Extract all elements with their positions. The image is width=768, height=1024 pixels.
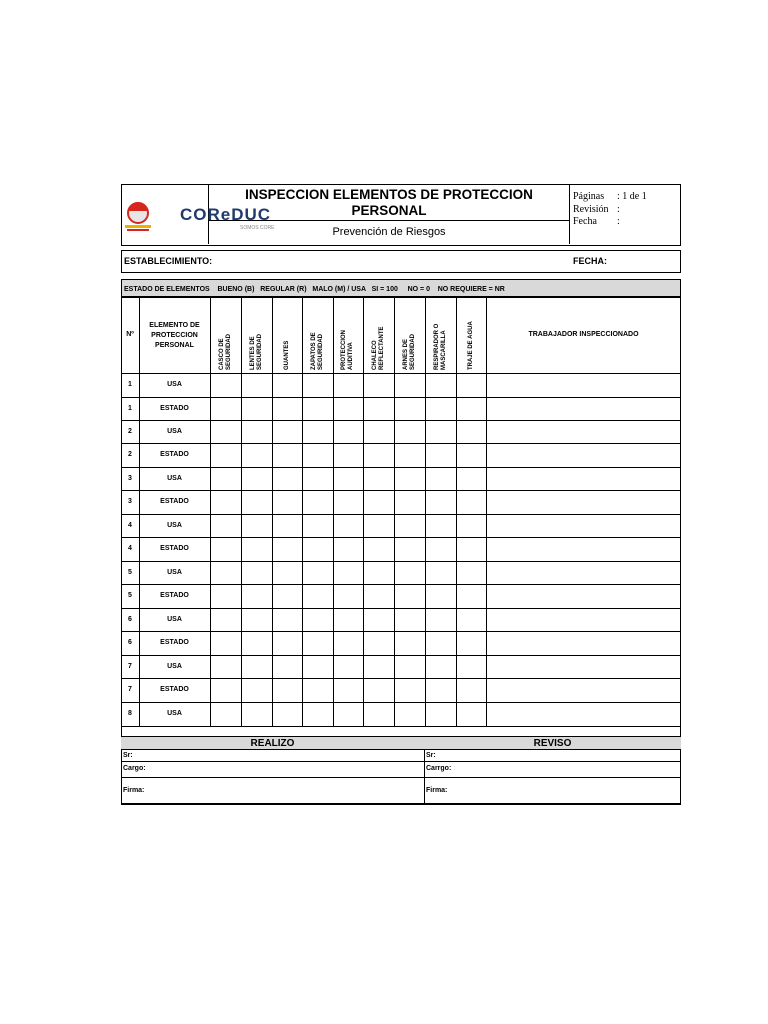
trabajador-cell[interactable] [486,702,681,726]
epp-check-cell[interactable] [241,420,272,443]
epp-check-cell[interactable] [425,443,456,467]
reviso-cargo-field[interactable]: Carrgo: [426,765,452,772]
row-tipo: USA [167,381,182,388]
row-tipo: USA [167,616,182,623]
trabajador-cell[interactable] [486,608,681,631]
epp-check-cell[interactable] [272,443,302,467]
epp-check-cell[interactable] [272,702,302,726]
row-tipo: USA [167,569,182,576]
epp-check-cell[interactable] [241,608,272,631]
trabajador-cell[interactable] [486,514,681,537]
col-header-epp-3: GUANTES [283,340,290,370]
reviso-header: REVISO [424,737,681,750]
reviso-firma-field[interactable]: Firma: [426,787,448,794]
epp-check-cell[interactable] [272,467,302,490]
epp-check-cell[interactable] [333,420,363,443]
epp-check-cell[interactable] [333,537,363,561]
row-tipo: ESTADO [160,545,189,552]
logo-wordmark: COReDUC [180,205,272,224]
realizo-firma-field[interactable]: Firma: [123,787,145,794]
reviso-sr-field[interactable]: Sr: [426,752,436,759]
title-line-1: INSPECCION ELEMENTOS DE PROTECCION [245,187,533,202]
col-header-elemento: ELEMENTO DE PROTECCION PERSONAL [149,322,200,349]
epp-check-cell[interactable] [241,443,272,467]
epp-check-cell[interactable] [394,490,425,514]
epp-check-cell[interactable] [333,678,363,702]
epp-check-cell[interactable] [302,514,333,537]
epp-check-cell[interactable] [363,514,394,537]
epp-check-cell[interactable] [272,561,302,584]
row-number: 2 [128,451,132,458]
epp-check-cell[interactable] [363,443,394,467]
epp-check-cell[interactable] [302,537,333,561]
epp-check-cell[interactable] [363,467,394,490]
logo-tagline: SOMOS CORE [240,225,275,231]
epp-check-cell[interactable] [456,608,486,631]
estado-legend: ESTADO DE ELEMENTOS BUENO (B) REGULAR (R) MALO (M) / USA SI = 100 NO = 0 NO REQUIERE = NR [121,279,681,297]
epp-check-cell[interactable] [241,655,272,678]
epp-check-cell[interactable] [363,584,394,608]
epp-check-cell[interactable] [456,467,486,490]
row-tipo: USA [167,710,182,717]
col-header-epp-8: RESPIRADOR O MASCARILLA [433,323,447,370]
row-number: 3 [128,475,132,482]
epp-check-cell[interactable] [272,420,302,443]
paginas-value: : 1 de 1 [617,191,647,202]
row-number: 7 [128,663,132,670]
row-number: 3 [128,498,132,505]
col-header-trabajador: TRABAJADOR INSPECCIONADO [528,331,639,338]
epp-check-cell[interactable] [302,467,333,490]
epp-check-cell[interactable] [363,420,394,443]
epp-check-cell[interactable] [394,561,425,584]
epp-check-cell[interactable] [363,373,394,397]
epp-check-cell[interactable] [302,490,333,514]
fecha-label: FECHA: [573,256,607,266]
epp-check-cell[interactable] [333,490,363,514]
epp-check-cell[interactable] [210,373,241,397]
epp-check-cell[interactable] [302,373,333,397]
epp-check-cell[interactable] [272,373,302,397]
epp-check-cell[interactable] [210,608,241,631]
epp-check-cell[interactable] [210,584,241,608]
epp-check-cell[interactable] [302,420,333,443]
col-header-epp-4: ZAPATOS DE SEGURIDAD [310,332,324,370]
epp-check-cell[interactable] [272,608,302,631]
epp-check-cell[interactable] [272,514,302,537]
epp-check-cell[interactable] [394,608,425,631]
epp-check-cell[interactable] [456,420,486,443]
col-header-epp-2: LENTES DE SEGURIDAD [249,333,263,370]
epp-check-cell[interactable] [302,443,333,467]
epp-check-cell[interactable] [394,443,425,467]
epp-check-cell[interactable] [425,608,456,631]
epp-check-cell[interactable] [425,490,456,514]
row-number: 1 [128,405,132,412]
epp-check-cell[interactable] [425,397,456,420]
epp-check-cell[interactable] [363,608,394,631]
epp-check-cell[interactable] [333,373,363,397]
epp-check-cell[interactable] [302,702,333,726]
row-number: 1 [128,381,132,388]
row-tipo: USA [167,522,182,529]
fecha-meta-value: : [617,216,620,227]
epp-check-cell[interactable] [394,467,425,490]
epp-check-cell[interactable] [241,373,272,397]
epp-check-cell[interactable] [394,420,425,443]
epp-check-cell[interactable] [272,678,302,702]
trabajador-cell[interactable] [486,490,681,514]
trabajador-cell[interactable] [486,561,681,584]
epp-check-cell[interactable] [456,702,486,726]
epp-check-cell[interactable] [333,561,363,584]
epp-check-cell[interactable] [425,537,456,561]
epp-check-cell[interactable] [272,537,302,561]
trabajador-cell[interactable] [486,373,681,397]
epp-check-cell[interactable] [425,514,456,537]
epp-check-cell[interactable] [425,420,456,443]
epp-check-cell[interactable] [456,631,486,655]
epp-check-cell[interactable] [210,631,241,655]
epp-check-cell[interactable] [241,584,272,608]
epp-check-cell[interactable] [302,397,333,420]
epp-check-cell[interactable] [272,397,302,420]
epp-check-cell[interactable] [333,655,363,678]
row-number: 4 [128,522,132,529]
epp-check-cell[interactable] [333,702,363,726]
trabajador-cell[interactable] [486,655,681,678]
epp-check-cell[interactable] [333,608,363,631]
epp-check-cell[interactable] [333,584,363,608]
epp-check-cell[interactable] [241,561,272,584]
epp-check-cell[interactable] [241,490,272,514]
epp-check-cell[interactable] [425,655,456,678]
trabajador-cell[interactable] [486,443,681,467]
realizo-header: REALIZO [121,737,424,750]
epp-check-cell[interactable] [456,373,486,397]
epp-check-cell[interactable] [272,584,302,608]
row-tipo: USA [167,475,182,482]
epp-check-cell[interactable] [333,443,363,467]
epp-check-cell[interactable] [363,702,394,726]
epp-check-cell[interactable] [210,514,241,537]
epp-check-cell[interactable] [210,678,241,702]
epp-check-cell[interactable] [272,631,302,655]
realizo-cargo-field[interactable]: Cargo: [123,765,146,772]
col-header-epp-9: TRAJE DE AGUA [467,321,474,370]
epp-check-cell[interactable] [241,514,272,537]
epp-check-cell[interactable] [272,655,302,678]
epp-check-cell[interactable] [394,702,425,726]
epp-check-cell[interactable] [302,631,333,655]
title-line-2: PERSONAL [351,203,427,218]
revision-label: Revisión [573,203,609,215]
epp-check-cell[interactable] [210,561,241,584]
epp-check-cell[interactable] [425,631,456,655]
epp-check-cell[interactable] [241,678,272,702]
trabajador-cell[interactable] [486,467,681,490]
epp-check-cell[interactable] [210,490,241,514]
epp-check-cell[interactable] [456,490,486,514]
epp-check-cell[interactable] [456,514,486,537]
paginas-label: Páginas [573,191,605,202]
epp-check-cell[interactable] [210,537,241,561]
trabajador-cell[interactable] [486,631,681,655]
row-tipo: ESTADO [160,405,189,412]
row-divider [121,726,681,727]
trabajador-cell[interactable] [486,397,681,420]
epp-check-cell[interactable] [425,702,456,726]
row-number: 5 [128,592,132,599]
row-number: 7 [128,686,132,693]
epp-check-cell[interactable] [456,397,486,420]
establecimiento-label: ESTABLECIMIENTO: [124,256,213,266]
form-subtitle: Prevención de Riesgos [209,221,570,244]
realizo-sr-field[interactable]: Sr: [123,752,133,759]
epp-check-cell[interactable] [363,655,394,678]
epp-check-cell[interactable] [333,514,363,537]
trabajador-cell[interactable] [486,420,681,443]
row-tipo: ESTADO [160,451,189,458]
epp-check-cell[interactable] [302,561,333,584]
row-number: 6 [128,639,132,646]
fecha-meta-label: Fecha [573,216,597,227]
epp-check-cell[interactable] [241,631,272,655]
row-tipo: ESTADO [160,592,189,599]
row-tipo: USA [167,663,182,670]
col-header-epp-7: ARNES DE SEGURIDAD [402,333,416,370]
trabajador-cell[interactable] [486,537,681,561]
epp-check-cell[interactable] [394,655,425,678]
epp-check-cell[interactable] [210,702,241,726]
epp-check-cell[interactable] [394,678,425,702]
epp-check-cell[interactable] [363,397,394,420]
epp-check-cell[interactable] [241,467,272,490]
epp-check-cell[interactable] [456,443,486,467]
epp-check-cell[interactable] [456,584,486,608]
epp-check-cell[interactable] [333,631,363,655]
epp-check-cell[interactable] [210,420,241,443]
epp-check-cell[interactable] [302,584,333,608]
row-tipo: USA [167,428,182,435]
col-header-epp-5: PROTECCION AUDITIVA [341,329,354,370]
epp-check-cell[interactable] [456,678,486,702]
epp-check-cell[interactable] [333,467,363,490]
revision-value: : [617,203,620,215]
col-header-no: Nº [126,331,134,338]
epp-check-cell[interactable] [302,655,333,678]
epp-check-cell[interactable] [302,678,333,702]
row-number: 5 [128,569,132,576]
epp-check-cell[interactable] [272,490,302,514]
epp-check-cell[interactable] [394,584,425,608]
row-tipo: ESTADO [160,639,189,646]
epp-check-cell[interactable] [425,584,456,608]
epp-check-cell[interactable] [302,608,333,631]
trabajador-cell[interactable] [486,584,681,608]
epp-check-cell[interactable] [394,631,425,655]
col-header-epp-1: CASCO DE SEGURIDAD [218,333,232,370]
epp-check-cell[interactable] [210,467,241,490]
epp-check-cell[interactable] [241,537,272,561]
epp-check-cell[interactable] [456,561,486,584]
epp-check-cell[interactable] [456,655,486,678]
row-number: 6 [128,616,132,623]
epp-check-cell[interactable] [425,467,456,490]
epp-check-cell[interactable] [333,397,363,420]
epp-check-cell[interactable] [210,655,241,678]
col-header-epp-6: CHALECO REFLECTANTE [371,326,385,370]
epp-check-cell[interactable] [425,373,456,397]
epp-check-cell[interactable] [425,678,456,702]
trabajador-cell[interactable] [486,678,681,702]
epp-check-cell[interactable] [394,537,425,561]
epp-check-cell[interactable] [363,561,394,584]
epp-check-cell[interactable] [363,537,394,561]
epp-check-cell[interactable] [241,397,272,420]
epp-check-cell[interactable] [210,397,241,420]
epp-check-cell[interactable] [425,561,456,584]
epp-check-cell[interactable] [363,490,394,514]
epp-check-cell[interactable] [394,514,425,537]
epp-check-cell[interactable] [456,537,486,561]
epp-check-cell[interactable] [363,678,394,702]
row-number: 8 [128,710,132,717]
row-tipo: ESTADO [160,686,189,693]
row-number: 2 [128,428,132,435]
epp-check-cell[interactable] [241,702,272,726]
epp-check-cell[interactable] [210,443,241,467]
epp-check-cell[interactable] [394,397,425,420]
signature-row-line [121,804,681,805]
epp-check-cell[interactable] [363,631,394,655]
epp-check-cell[interactable] [394,373,425,397]
row-number: 4 [128,545,132,552]
row-tipo: ESTADO [160,498,189,505]
